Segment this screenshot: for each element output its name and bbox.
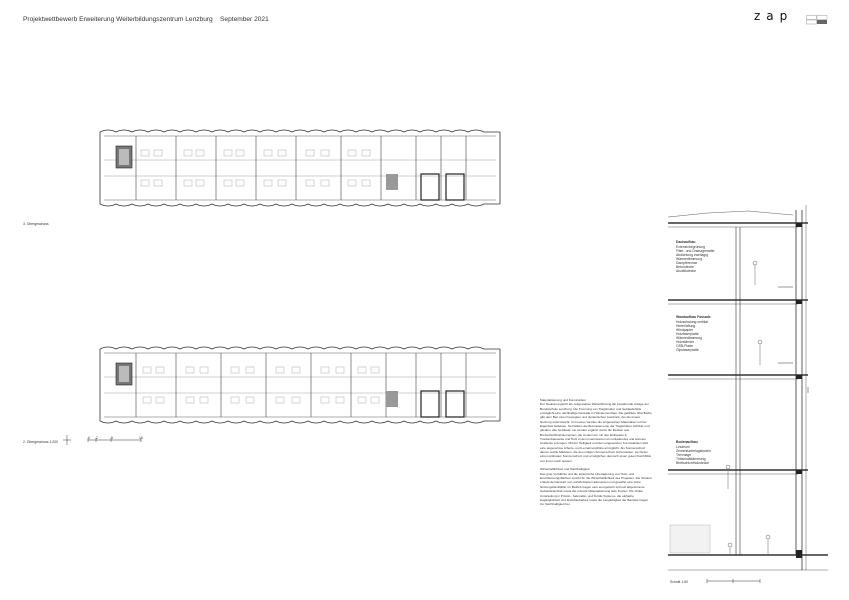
note-wall-line: Wärmedämmung (676, 336, 703, 340)
note-wall-line: Gipsfaserplatte (676, 348, 699, 352)
note-wall-line: Windpapier (676, 328, 694, 332)
scale-label-5: 5 (111, 436, 113, 440)
project-title: Projektwettbewerb Erweiterung Weiterbildungszentrum Lenzburg (23, 16, 213, 23)
note-floor-line: Linoleum (676, 445, 690, 449)
text-block (540, 398, 652, 511)
note-wall-line: OSB-Platte (676, 344, 693, 348)
note-roof-title: Dachaufbau (676, 240, 696, 244)
upper-plan-label: 3. Obergeschoss (23, 222, 49, 226)
floor-plan-3og (96, 128, 504, 210)
material-heading: Materialisierung und Konstruktion (540, 398, 586, 402)
note-floor-line: Trennlage (676, 453, 692, 457)
note-floor-title: Bodenaufbau (676, 440, 698, 444)
scale-label-10: 10 (139, 436, 143, 440)
date-label: September 2021 (220, 16, 269, 23)
note-floor-line: Zementunterlagsboden (676, 449, 711, 453)
note-wall-line: Holzfaserplatte (676, 332, 699, 336)
note-roof-line: Betondecke (676, 265, 694, 269)
note-floor-line: Trittschalldämmung (676, 457, 706, 461)
scale-label-2: 2 (96, 436, 98, 440)
note-wall-line: Holzständer (676, 340, 695, 344)
note-wall-line: Hinterlüftung (676, 324, 696, 328)
economy-body: Das gute Verhältnis und die tektonische Überlagerung von Nutz- und Erschliessungsflächen spricht für die Wirtschaftlichkeit des Projektes. Die Struktur erlaubt den Einsatz von vorfabrizierten Elementen und gewährt eine hohe Nutzungsflexibilität. Im Betrieb tragen eine energetisch sinnvoll abgestimmte Gebäudetechnik sowie die robuste Materialisierung tiefe Kosten. Die strikte Unterteilung in Primär-, Sekundär- und Tertiär-Systeme, die einfache Zugänglichkeit und Rückbaubarkeit sowie die Langlebigkeit der Bauteile tragen zur Nachhaltigkeit bei. (540, 471, 652, 507)
section-scale-label: Schnitt 1:50 (670, 580, 688, 584)
note-roof-line: Dampfbremse (676, 261, 698, 265)
floor-plan-2og (96, 345, 504, 427)
note-roof-line: Akustikdecke (676, 269, 696, 273)
section-scale-bar (705, 575, 765, 585)
logo: zap (754, 9, 794, 23)
scale-bar (86, 432, 146, 444)
lower-plan-label: 2. Obergeschoss 1:200 (23, 440, 59, 444)
north-arrow-icon (62, 434, 72, 446)
page-indicator-icon (806, 15, 828, 25)
scale-label-0: 0 (88, 436, 90, 440)
note-roof-line: Filter- und Drainagematte (676, 249, 715, 253)
note-roof-line: Wärmedämmung (676, 257, 703, 261)
note-roof-line: Extensivbegrünung (676, 245, 706, 249)
note-floor-line: Brettschichtholzdecke (676, 461, 709, 465)
note-wall-line: Holzschalung vertikal (676, 320, 709, 324)
note-roof-line: Abdichtung zweilagig (676, 253, 708, 257)
note-wall-title: Wandaufbau Fassade (676, 315, 711, 319)
material-body: Der Neubau ergänzt als zeitgemässe Weiterführung die bestehende Anlage der Berufsschule Lenzburg. Die Trennung von Tragstruktur und Gebäudehülle ermöglicht eine nachhaltige Fassade in Holzelementbau. Die gefaltete Oberfläche gibt dem Bau einen bewegten und dynamischen Ausdruck, der die innere Nutzung unterstreicht. Im Inneren werden die eingesetzten Materialien in ihrer Eigenheit belassen. So bleiben die Betonelemente der Tragstruktur sichtbar und gliedern das Gebäude, sie werden ergänzt durch die Decken aus Brettschichtholzelementen, die zusammen mit den Einbauten in Trockenbauweise und Holz in den Innenräumen ein einladendes und warmes Ambiente erzeugen. Mit der Helligkeit und den eingesetzten Trennwänden wird eine angenehme Arbeits- und Lernatmosphäre ermöglicht. Als Sonnenschutz dienen textile Markisen, die den nötigen Sonnenschutz sicherstellen, sie bieten einen optimalen Sonnenschutz und ermöglichen dennoch einen guten Durchblick von innen nach aussen. (540, 402, 652, 463)
economy-heading: Wirtschaftlichkeit und Nachhaltigkeit (540, 467, 590, 472)
